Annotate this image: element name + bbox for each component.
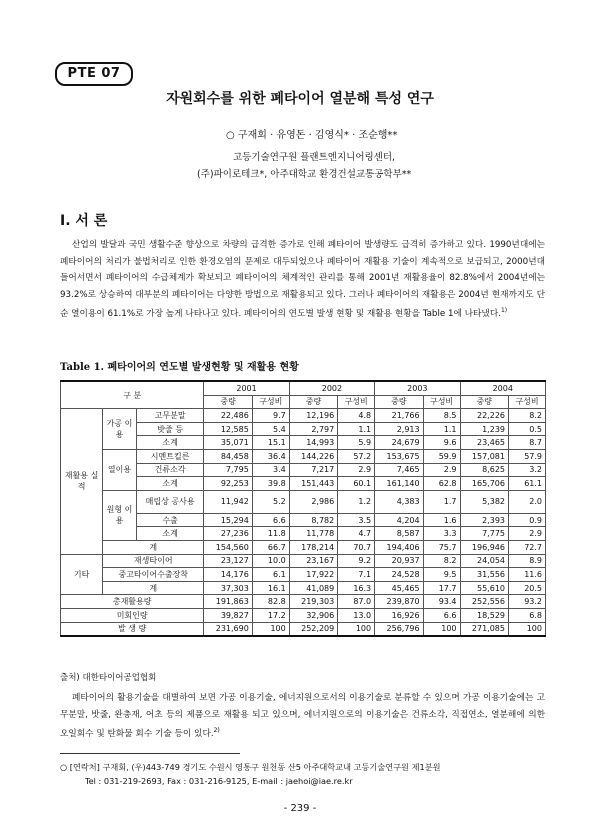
- sub-header-ratio: 구성비: [338, 395, 375, 409]
- table-cell: 2.0: [509, 490, 546, 513]
- paper-title: 자원회수를 위한 폐타이어 열분해 특성 연구: [166, 91, 434, 107]
- table-cell: 5.9: [338, 436, 375, 450]
- table-cell: 37,303: [204, 581, 252, 595]
- sub-header-weight: 중량: [289, 395, 337, 409]
- table-cell: 22,486: [204, 409, 252, 423]
- table-cell: 92,253: [204, 477, 252, 491]
- year-header: 2003: [375, 381, 460, 395]
- row-label: 소계: [136, 527, 203, 541]
- table-cell: 8,625: [460, 463, 508, 477]
- table-cell: 153,675: [375, 449, 423, 463]
- table-cell: 9.5: [423, 568, 460, 582]
- author-list: ○ 구재회 · 유영돈 · 김영식* · 조순행**: [226, 130, 398, 141]
- table-cell: 9.7: [252, 409, 289, 423]
- table-cell: 31,556: [460, 568, 508, 582]
- table-cell: 2,797: [289, 422, 337, 436]
- table-cell: 24,054: [460, 554, 508, 568]
- table-cell: 20.5: [509, 581, 546, 595]
- subgroup-label-original: 원형 이용: [103, 490, 137, 540]
- subgroup-label-heat: 열이용: [103, 449, 137, 490]
- reference-marker: 1): [500, 307, 508, 315]
- table-cell: 4,383: [375, 490, 423, 513]
- table-cell: 231,690: [204, 622, 252, 636]
- table-cell: 2,913: [375, 422, 423, 436]
- row-label: 발 생 량: [61, 622, 204, 636]
- table-row: [61, 622, 546, 636]
- sub-header-weight: 중량: [460, 395, 508, 409]
- table-row: [61, 540, 546, 554]
- row-label: 계: [103, 581, 204, 595]
- table-cell: 1.6: [423, 513, 460, 527]
- table-cell: 178,214: [289, 540, 337, 554]
- table-cell: 72.7: [509, 540, 546, 554]
- table-cell: 4.8: [338, 409, 375, 423]
- table-cell: 11.8: [252, 527, 289, 541]
- sub-header-weight: 중량: [375, 395, 423, 409]
- table-row: [61, 581, 546, 595]
- table-cell: 0.5: [509, 422, 546, 436]
- table-cell: 6.6: [252, 513, 289, 527]
- row-label: 소계: [136, 477, 203, 491]
- table-cell: 45,465: [375, 581, 423, 595]
- table-cell: 252,209: [289, 622, 337, 636]
- row-label: 건류소각: [136, 463, 203, 477]
- table-row: [61, 595, 546, 609]
- page-number: - 239 -: [283, 803, 317, 814]
- contact-footnote-line-2: Tel : 031-219-2693, Fax : 031-216-9125, E-mail : jaehoi@iae.re.kr: [85, 776, 353, 786]
- table-cell: 144,226: [289, 449, 337, 463]
- table-header-category: 구 분: [61, 381, 204, 409]
- table-cell: 23,127: [204, 554, 252, 568]
- group-label-other: 기타: [61, 554, 103, 595]
- table-row: [61, 490, 546, 513]
- reference-marker: 2): [213, 727, 220, 735]
- table-cell: 1,239: [460, 422, 508, 436]
- group-label-recycling: 재활용 실적: [61, 409, 103, 554]
- table-cell: 13.0: [338, 608, 375, 622]
- table-cell: 75.7: [423, 540, 460, 554]
- table-cell: 82.8: [252, 595, 289, 609]
- table-cell: 196,946: [460, 540, 508, 554]
- row-label: 수출: [136, 513, 203, 527]
- table-cell: 100: [423, 622, 460, 636]
- table-cell: 8.5: [423, 409, 460, 423]
- table-cell: 5.2: [252, 490, 289, 513]
- table-cell: 62.8: [423, 477, 460, 491]
- sub-header-ratio: 구성비: [509, 395, 546, 409]
- affiliation-line-2: (주)파이로테크*, 아주대학교 환경건설교통공학부**: [197, 169, 412, 180]
- table-cell: 84,458: [204, 449, 252, 463]
- table-cell: 16,926: [375, 608, 423, 622]
- table-cell: 4.7: [338, 527, 375, 541]
- table-cell: 100: [509, 622, 546, 636]
- table-source-note: 출처) 대한타이어공업협회: [60, 673, 157, 683]
- tire-recycling-table: [60, 380, 546, 637]
- table-cell: 12,585: [204, 422, 252, 436]
- table-cell: 9.2: [338, 554, 375, 568]
- table-cell: 1.1: [338, 422, 375, 436]
- table-cell: 239,870: [375, 595, 423, 609]
- table-cell: 21,766: [375, 409, 423, 423]
- table-cell: 100: [338, 622, 375, 636]
- table-cell: 55,610: [460, 581, 508, 595]
- table-cell: 93.4: [423, 595, 460, 609]
- table-cell: 219,303: [289, 595, 337, 609]
- table-cell: 22,226: [460, 409, 508, 423]
- introduction-text: 산업의 발달과 국민 생활수준 향상으로 차량의 급격한 증가로 인해 폐타이어 발생량도 급격히 증가하고 있다. 1990년대에는 폐타이어의 처리가 불법처리로 인한 환경오염의 문제로 대두되었으나 폐타이어 재활용 기술이 계속적으로 보급되고, 2000년대 들어서면서 폐타이어의 수급체계가 확보되고 폐타이어의 체계적인 관리를 통해 2001년 재활용율이 82.8%에서 2004년에는 93.2%로 상승하여 대부분의 폐타이어는 다양한 방법으로 재활용되고 있다. 그러나 폐타이어의 재활용은 2004년 현재까지도 단순 열이용이 61.1%로 가장 높게 나타나고 있다. 폐타이어의 연도별 발생 현황 및 재활용 현황을 Table 1에 나타냈다.: [60, 240, 545, 320]
- table-cell: 256,796: [375, 622, 423, 636]
- table-cell: 11,942: [204, 490, 252, 513]
- table-cell: 17.2: [252, 608, 289, 622]
- footnote-divider: [60, 753, 240, 754]
- table-cell: 41,089: [289, 581, 337, 595]
- table-cell: 7,795: [204, 463, 252, 477]
- table-cell: 36.4: [252, 449, 289, 463]
- table-cell: 8.9: [509, 554, 546, 568]
- row-label: 중고타이어수출장착: [103, 568, 204, 582]
- row-label: 소계: [136, 436, 203, 450]
- table-cell: 5,382: [460, 490, 508, 513]
- table-cell: 8,782: [289, 513, 337, 527]
- table-cell: 3.2: [509, 463, 546, 477]
- table-cell: 161,140: [375, 477, 423, 491]
- table-cell: 252,556: [460, 595, 508, 609]
- row-label: 밧줄 등: [136, 422, 203, 436]
- table-cell: 2.9: [338, 463, 375, 477]
- sub-header-ratio: 구성비: [252, 395, 289, 409]
- table-cell: 194,406: [375, 540, 423, 554]
- table-cell: 32,906: [289, 608, 337, 622]
- row-label: 계: [103, 540, 204, 554]
- technology-paragraph: [60, 690, 545, 743]
- table-cell: 157,081: [460, 449, 508, 463]
- table-cell: 1.2: [338, 490, 375, 513]
- table-cell: 20,937: [375, 554, 423, 568]
- year-header: 2004: [460, 381, 545, 395]
- sub-header-weight: 중량: [204, 395, 252, 409]
- table-cell: 3.3: [423, 527, 460, 541]
- table-cell: 154,560: [204, 540, 252, 554]
- paper-code-badge: PTE 07: [55, 62, 133, 86]
- table-cell: 7,465: [375, 463, 423, 477]
- table-cell: 8.7: [509, 436, 546, 450]
- table-cell: 271,085: [460, 622, 508, 636]
- table-cell: 3.4: [252, 463, 289, 477]
- table-cell: 23,167: [289, 554, 337, 568]
- table-cell: 14,993: [289, 436, 337, 450]
- table-cell: 66.7: [252, 540, 289, 554]
- table-cell: 17.7: [423, 581, 460, 595]
- row-label: 미회인량: [61, 608, 204, 622]
- table-caption: Table 1. 폐타이어의 연도별 발생현황 및 재활용 현황: [60, 362, 299, 373]
- table-cell: 35,071: [204, 436, 252, 450]
- row-label: 재생타이어: [103, 554, 204, 568]
- table-cell: 5.4: [252, 422, 289, 436]
- table-row: [61, 554, 546, 568]
- year-header: 2001: [204, 381, 289, 395]
- table-cell: 8.2: [509, 409, 546, 423]
- table-cell: 7.1: [338, 568, 375, 582]
- sub-header-ratio: 구성비: [423, 395, 460, 409]
- table-cell: 11.6: [509, 568, 546, 582]
- table-cell: 11,778: [289, 527, 337, 541]
- table-cell: 7,217: [289, 463, 337, 477]
- table-cell: 6.6: [423, 608, 460, 622]
- table-cell: 2.9: [509, 527, 546, 541]
- table-cell: 23,465: [460, 436, 508, 450]
- table-cell: 39,827: [204, 608, 252, 622]
- table-cell: 12,196: [289, 409, 337, 423]
- table-cell: 8,587: [375, 527, 423, 541]
- table-cell: 14,176: [204, 568, 252, 582]
- table-row: [61, 608, 546, 622]
- table-row: [61, 449, 546, 463]
- contact-footnote-line-1: ○ [연락처] 구재회, (우)443-749 경기도 수원시 영통구 원천동 산5 아주대학교내 고등기술연구원 제1분원: [60, 762, 441, 772]
- table-cell: 3.5: [338, 513, 375, 527]
- table-cell: 15.1: [252, 436, 289, 450]
- technology-text: 폐타이어의 활용기술을 대별하여 보면 가공 이용기술, 에너지원으로서의 이용기술로 분류할 수 있으며 가공 이용기술에는 고무분말, 밧줄, 완충재, 어초 등의 제품으로 재활용 되고 있으며, 에너지원으로의 이용기술은 건류소각, 직접연소, 열분해에 의한 오일회수 및 탄화물 회수 기술 등이 있다.: [60, 693, 545, 740]
- table-cell: 100: [252, 622, 289, 636]
- section-heading-introduction: Ⅰ. 서 론: [60, 213, 108, 229]
- table-cell: 165,706: [460, 477, 508, 491]
- table-cell: 27,236: [204, 527, 252, 541]
- row-label: 매립상 공사용: [136, 490, 203, 513]
- table-cell: 191,863: [204, 595, 252, 609]
- year-header: 2002: [289, 381, 374, 395]
- row-label: 총재활용량: [61, 595, 204, 609]
- table-cell: 70.7: [338, 540, 375, 554]
- table-cell: 17,922: [289, 568, 337, 582]
- table-row: [61, 568, 546, 582]
- table-cell: 4,204: [375, 513, 423, 527]
- table-cell: 7,775: [460, 527, 508, 541]
- row-label: 시멘트킬른: [136, 449, 203, 463]
- affiliation-line-1: 고등기술연구원 플랜트엔지니어링센터,: [233, 152, 396, 163]
- table-row: [61, 409, 546, 423]
- table-cell: 59.9: [423, 449, 460, 463]
- table-cell: 61.1: [509, 477, 546, 491]
- table-cell: 2,986: [289, 490, 337, 513]
- table-cell: 9.6: [423, 436, 460, 450]
- table-cell: 57.2: [338, 449, 375, 463]
- table-cell: 16.1: [252, 581, 289, 595]
- table-cell: 1.7: [423, 490, 460, 513]
- table-cell: 0.9: [509, 513, 546, 527]
- table-cell: 1.1: [423, 422, 460, 436]
- table-cell: 24,679: [375, 436, 423, 450]
- subgroup-label-processing: 가공 이용: [103, 409, 137, 450]
- table-cell: 2,393: [460, 513, 508, 527]
- table-cell: 10.0: [252, 554, 289, 568]
- table-cell: 6.1: [252, 568, 289, 582]
- table-cell: 2.9: [423, 463, 460, 477]
- table-cell: 87.0: [338, 595, 375, 609]
- table-cell: 151,443: [289, 477, 337, 491]
- table-cell: 60.1: [338, 477, 375, 491]
- row-label: 고무분말: [136, 409, 203, 423]
- table-cell: 57.9: [509, 449, 546, 463]
- table-cell: 8.2: [423, 554, 460, 568]
- table-cell: 16.3: [338, 581, 375, 595]
- table-cell: 24,528: [375, 568, 423, 582]
- introduction-paragraph: [60, 237, 545, 323]
- table-cell: 93.2: [509, 595, 546, 609]
- table-cell: 6.8: [509, 608, 546, 622]
- table-cell: 39.8: [252, 477, 289, 491]
- table-cell: 15,294: [204, 513, 252, 527]
- table-cell: 18,529: [460, 608, 508, 622]
